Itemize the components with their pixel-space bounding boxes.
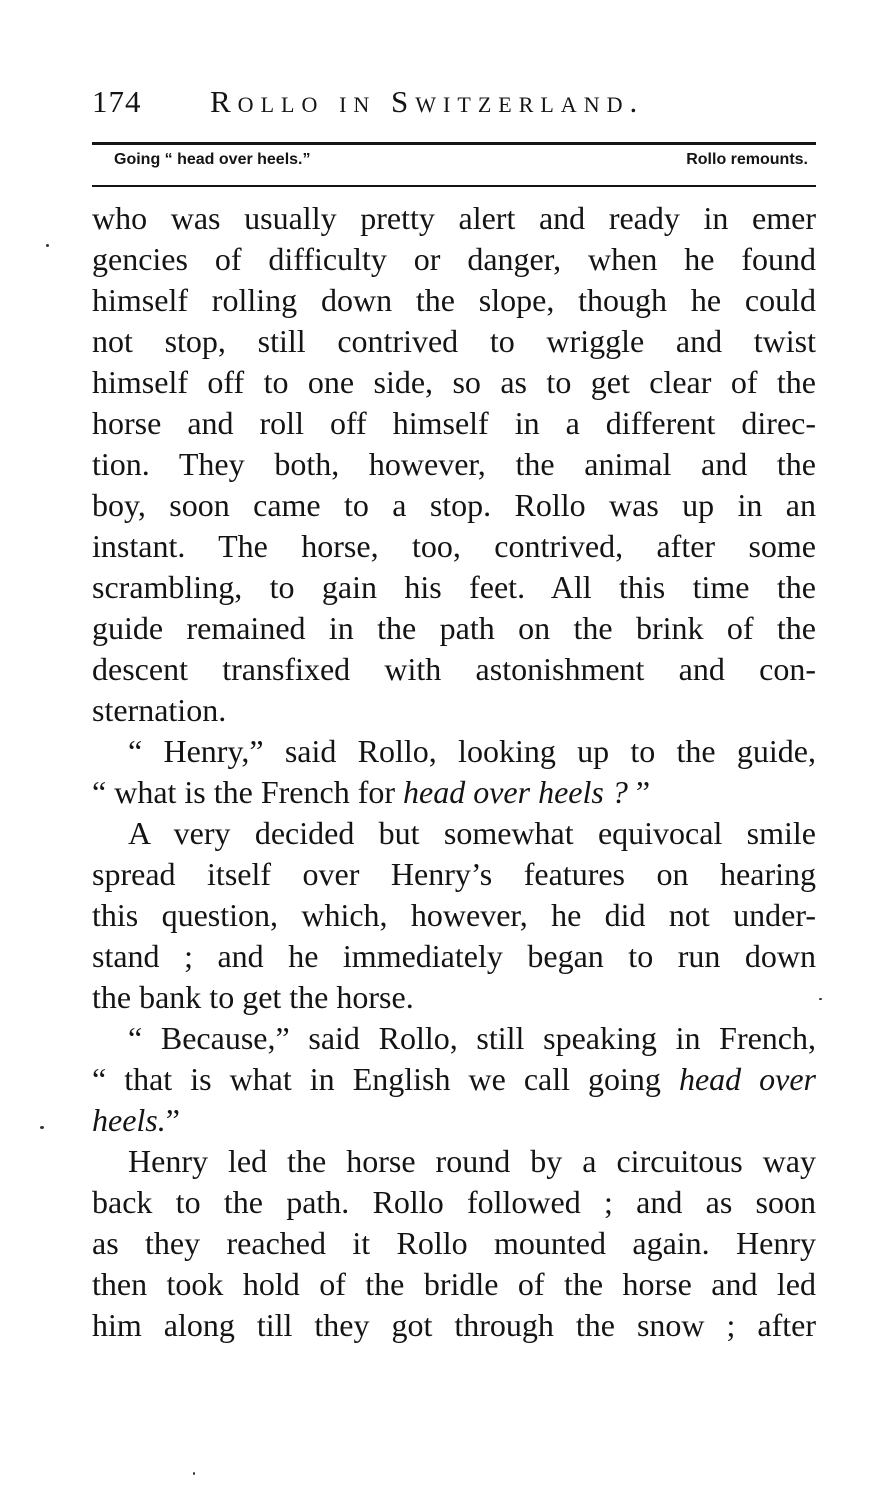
italic-phrase: heels.	[92, 1102, 166, 1138]
side-note-left: Going “ head over heels.”	[114, 151, 311, 168]
book-title: Rollo in Switzerland.	[210, 84, 645, 119]
italic-phrase: head over	[678, 1061, 817, 1097]
text-line: A very decided but somewhat equivocal smile	[128, 815, 816, 851]
italic-phrase: head over heels ?	[403, 774, 628, 810]
text-line: horse and roll off himself in a different direc-	[92, 405, 816, 441]
text-line: him along till they got through the snow ; after	[92, 1307, 816, 1343]
page-number: 174	[92, 84, 142, 119]
text-line	[92, 1059, 816, 1100]
quote-text: “ that is what in English we call going	[92, 1061, 679, 1097]
body-text	[92, 198, 816, 1346]
text-line: back to the path. Rollo followed ; and as soon	[92, 1184, 816, 1220]
text-line: not stop, still contrived to wriggle and twist	[92, 323, 816, 359]
text-line: himself off to one side, so as to get clear of the	[92, 364, 816, 400]
running-head	[92, 84, 732, 124]
side-notes	[114, 151, 808, 177]
paragraph-smile	[92, 813, 816, 1018]
text-line: then took hold of the bridle of the horse and led	[92, 1266, 816, 1302]
header-rule-bottom	[92, 185, 816, 187]
text-line: descent transfixed with astonishment and con-	[92, 651, 816, 687]
paragraph-rolling	[92, 198, 816, 731]
text-line: stand ; and he immediately began to run down	[92, 938, 816, 974]
text-line: “ Because,” said Rollo, still speaking in French,	[128, 1020, 816, 1056]
text-line: guide remained in the path on the brink of the	[92, 610, 816, 646]
text-line: sternation.	[92, 692, 227, 728]
text-line: gencies of difficulty or danger, when he found	[92, 241, 816, 277]
paragraph-question	[92, 731, 816, 813]
text-line: Henry led the horse round by a circuitous way	[128, 1143, 816, 1179]
quote-text: ”	[627, 774, 651, 810]
text-line: “ Henry,” said Rollo, looking up to the guide,	[128, 733, 816, 769]
print-speck	[46, 244, 49, 247]
header-rule-top	[92, 142, 816, 145]
side-note-right: Rollo remounts.	[686, 151, 808, 168]
text-line: spread itself over Henry’s features on hearing	[92, 856, 816, 892]
quote-text: “ what is the French for	[92, 774, 404, 810]
quote-text: ”	[165, 1102, 180, 1138]
paragraph-because	[92, 1018, 816, 1141]
text-line: tion. They both, however, the animal and the	[92, 446, 816, 482]
paragraph-remount	[92, 1141, 816, 1346]
text-line: this question, which, however, he did not under-	[92, 897, 816, 933]
print-speck	[819, 998, 822, 1000]
text-line: instant. The horse, too, contrived, after some	[92, 528, 816, 564]
text-line: as they reached it Rollo mounted again. Henry	[92, 1225, 816, 1261]
text-line: himself rolling down the slope, though he could	[92, 282, 816, 318]
text-line: scrambling, to gain his feet. All this time the	[92, 569, 816, 605]
print-speck	[193, 1472, 195, 1475]
text-line	[92, 772, 816, 813]
text-line: the bank to get the horse.	[92, 979, 414, 1015]
text-line: boy, soon came to a stop. Rollo was up in an	[92, 487, 816, 523]
text-line: who was usually pretty alert and ready in emer	[92, 200, 816, 236]
print-speck	[40, 1126, 44, 1129]
text-line	[92, 1100, 816, 1141]
